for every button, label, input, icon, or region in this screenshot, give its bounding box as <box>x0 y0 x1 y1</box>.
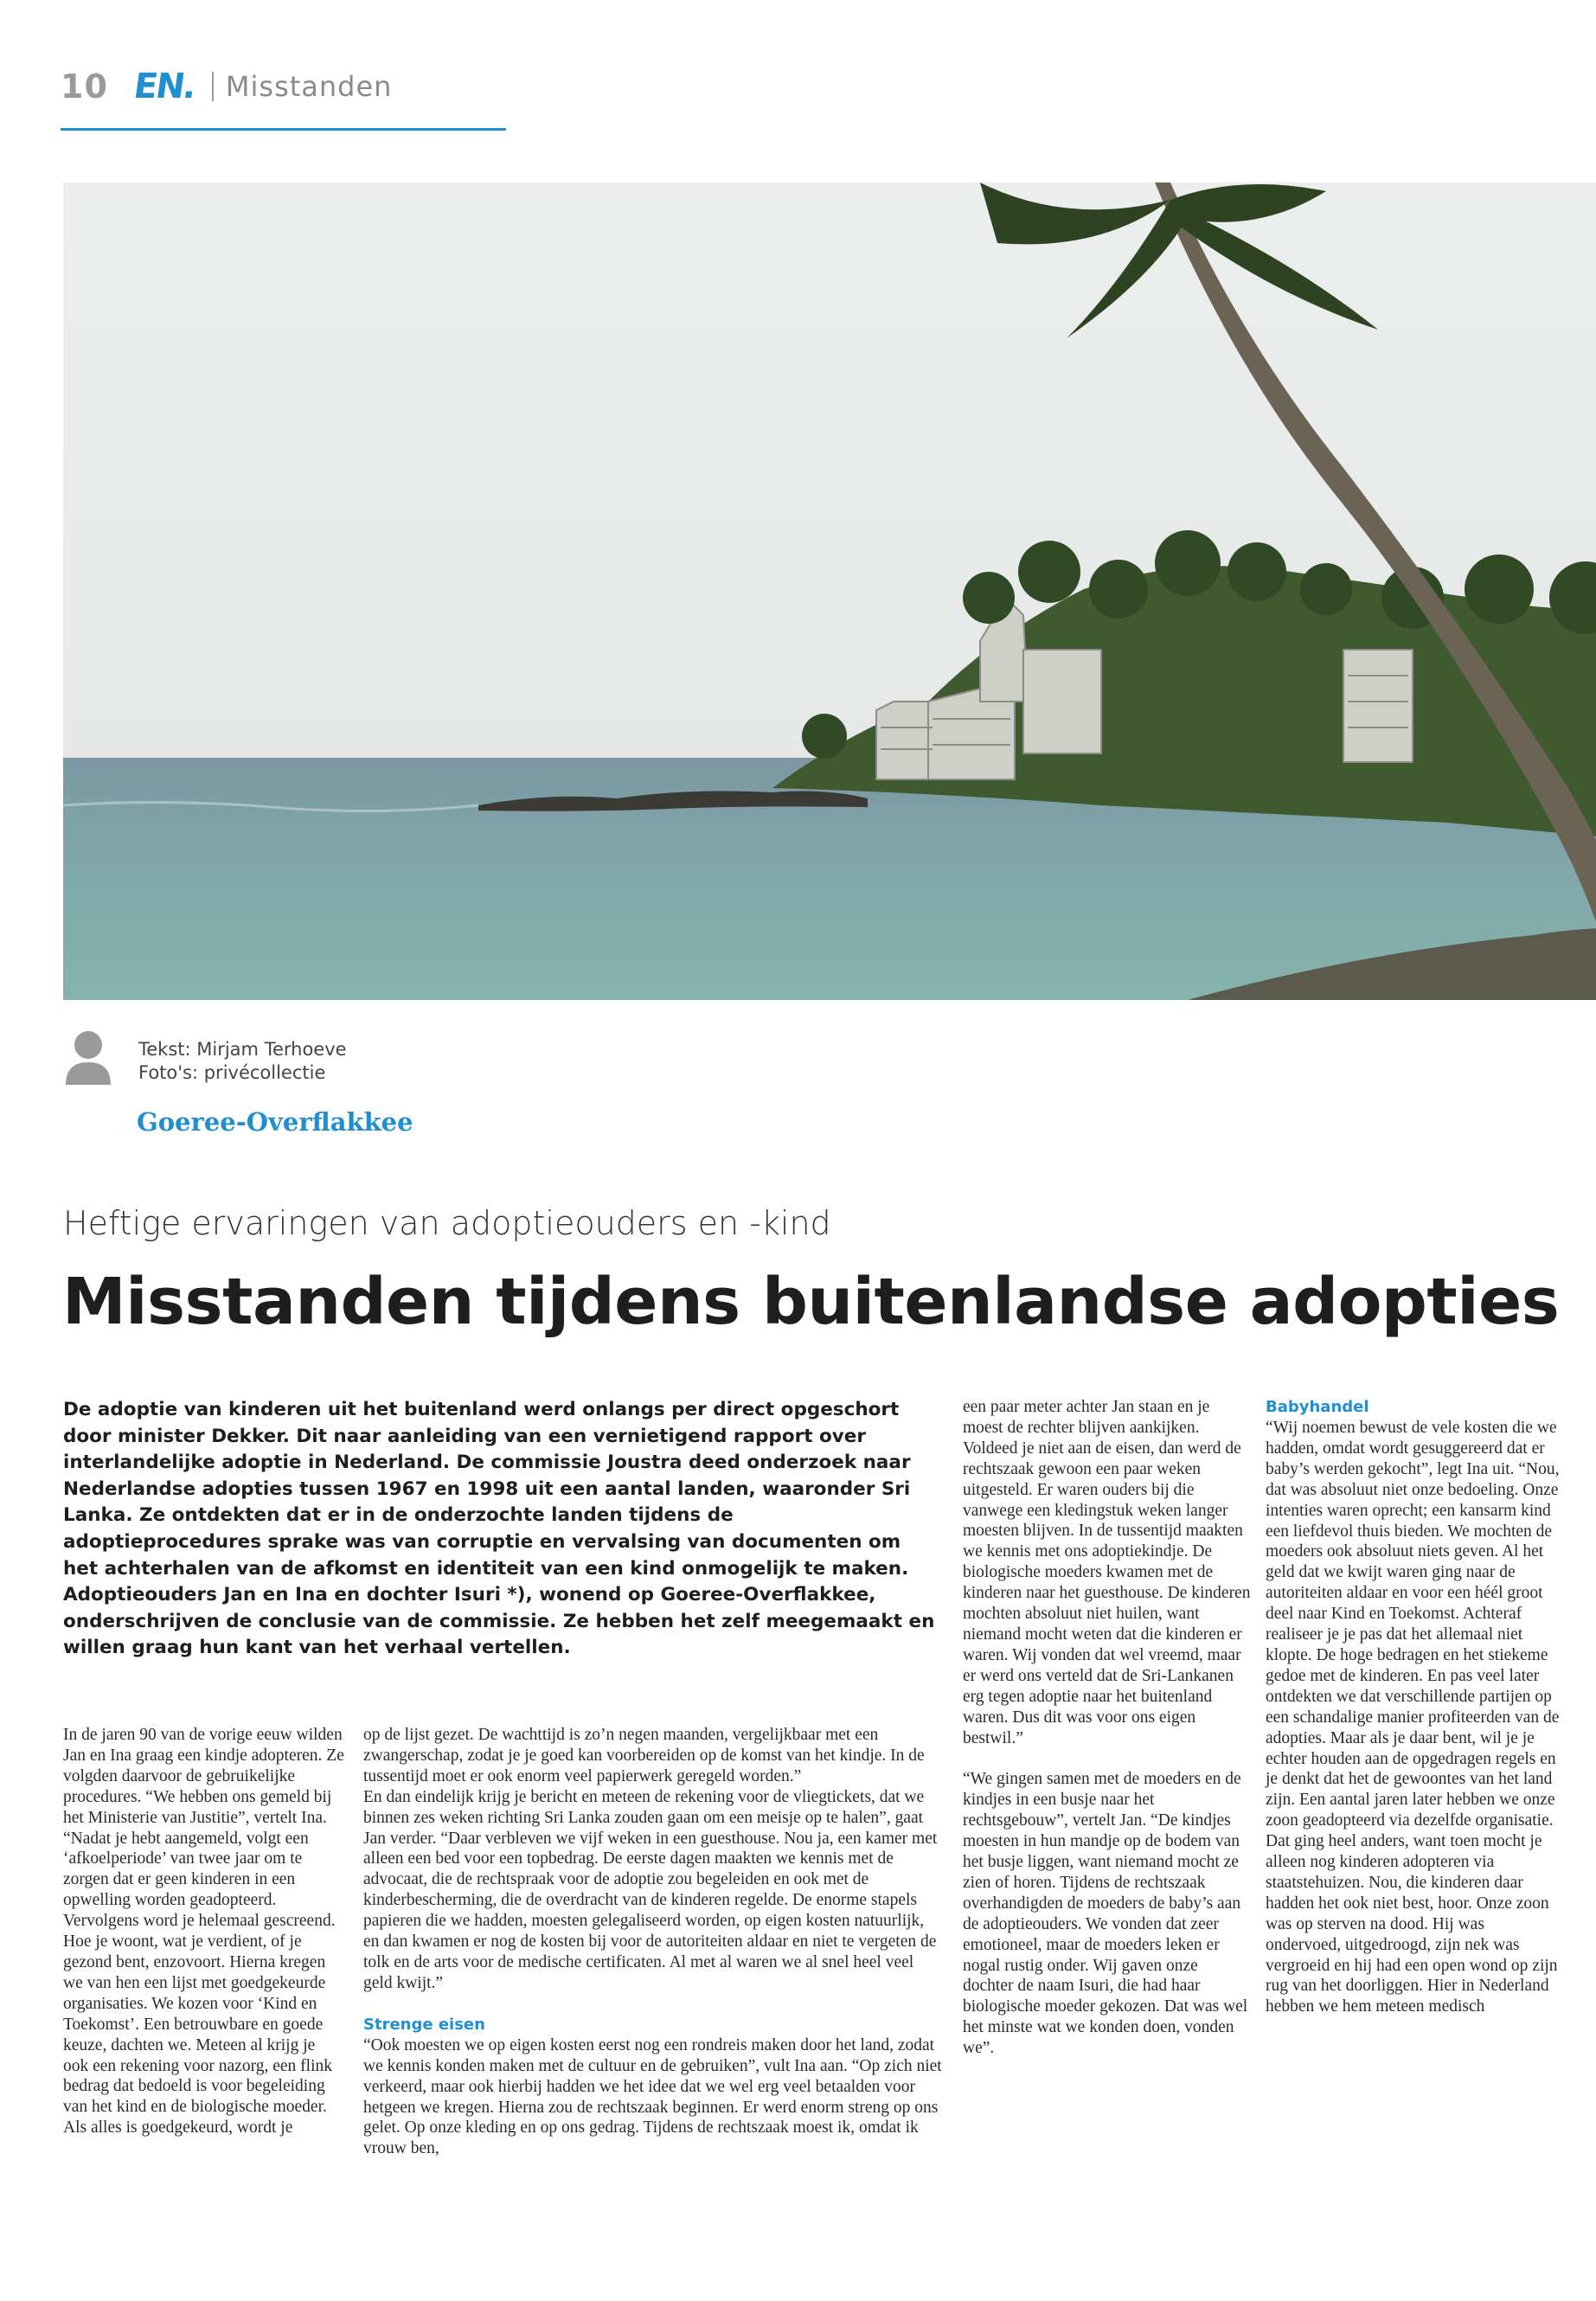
header-divider <box>212 72 214 101</box>
newspaper-logo: EN. <box>131 67 198 106</box>
location-label: Goeree-Overflakkee <box>137 1107 413 1137</box>
byline-photos: Foto's: privécollectie <box>138 1062 326 1083</box>
page-header <box>61 64 392 109</box>
byline <box>138 1038 347 1085</box>
subheading: Babyhandel <box>1266 1398 1369 1416</box>
person-silhouette-icon <box>62 1028 114 1085</box>
paragraph: op de lijst gezet. De wachttijd is zo’n negen maanden, vergelijkbaar met een zwangerschap, zodat je je goed kan voorbereiden op de komst van het kindje. In de tussentijd moet er ook enorm veel papierwerk geregeld worden.” <box>363 1726 925 1785</box>
paragraph: een paar meter achter Jan staan en je moest de rechter blijven aankijken. Voldeed je niet aan de eisen, dan werd de rechtszaak gewoon een paar weken uitgesteld. Er waren ouders bij die vanwege een kledingstuk weken langer moesten blijven. In de tussentijd maakten we kennis met ons adoptiekindje. De biologische moeders kwamen met de kinderen naar het guesthouse. De kinderen mochten absoluut niet huilen, want niemand mocht weten dat die kinderen er waren. Wij vonden dat wel vreemd, maar er werd ons verteld dat de Sri-Lankanen erg tegen adoptie naar het buitenland waren. Dus dit was voor ons eigen bestwil.” <box>963 1398 1251 1747</box>
body-column-2 <box>363 1725 943 2159</box>
paragraph: “We gingen samen met de moeders en de kindjes in een busje naar het rechtsgebouw”, vertelt Jan. “De kindjes moesten in hun mandje op de bodem van het busje liggen, want niemand mocht ze zien of horen. Tijdens de rechtszaak overhandigden de moeders de baby’s aan de adoptieouders. We vonden dat zeer emotioneel, maar de moeders leken er nogal rustig onder. Wij gaven onze dochter de naam Isuri, die had haar biologische moeder gekozen. Dat was wel het minste wat we konden doen, vonden we”. <box>963 1770 1248 2058</box>
article-headline: Misstanden tijdens buitenlandse adopties <box>62 1265 1560 1339</box>
paragraph: In de jaren 90 van de vorige eeuw wilden Jan en Ina graag een kindje adopteren. Ze volgden daarvoor de gebruikelijke procedures. “We hebben ons gemeld bij het Ministerie van Justitie”, vertelt Ina. “Nadat je hebt aangemeld, volgt een ‘afkoelperiode’ van twee jaar om te zorgen dat er geen kinderen in een opwelling worden geadopteerd. Vervolgens word je helemaal gescreend. Hoe je woont, wat je verdient, of je gezond bent, enzovoort. Hierna kregen we van hen een lijst met goedgekeurde organisaties. We kozen voor ‘Kind en Toekomst’. Een betrouwbare en goede keuze, dachten we. Meteen al krijg je ook een rekening voor nazorg, een flink bedrag dat bedoeld is voor begeleiding van het kind en de biologische moeder. Als alles is goedgekeurd, wordt je <box>63 1726 344 2138</box>
article-subtitle: Heftige ervaringen van adoptieouders en -kind <box>63 1204 831 1242</box>
header-rule <box>61 128 506 131</box>
section-name: Misstanden <box>225 70 393 103</box>
body-column-1 <box>63 1725 344 2138</box>
paragraph: En dan eindelijk krijg je bericht en meteen de rekening voor de vliegtickets, dat we binnen zes weken richting Sri Lanka zouden gaan om een meisje op te halen”, gaat Jan verder. “Daar verbleven we vijf weken in een guesthouse. Nou ja, een kamer met alleen een bed voor een topbedrag. De eerste dagen maakten we kennis met de advocaat, die de rechtspraak voor de adoptie zou begeleiden en ook met de kinderbescherming, die de overdracht van de kinderen regelde. De enorme stapels papieren die we hadden, moesten gelegaliseerd worden, op eigen kosten natuurlijk, en dan kwamen er nog de kosten bij voor de autoriteiten aldaar en niet te vergeten de tolk en de arts voor de medische certificaten. Al met al waren we al snel heel veel geld kwijt.” <box>363 1787 938 1992</box>
paragraph: “Ook moesten we op eigen kosten eerst nog een rondreis maken door het land, zodat we kennis konden maken met de cultuur en de gebruiken”, vult Ina aan. “Op zich niet verkeerd, maar ook hierbij hadden we het idee dat we wel erg veel betaalden voor hetgeen we kregen. Hierna zou de rechtszaak beginnen. Er werd enorm streng op ons gelet. Op onze kleding en op ons gedrag. Tijdens de rechtszaak moest ik, omdat ik vrouw ben, <box>363 2035 942 2158</box>
byline-text: Tekst: Mirjam Terhoeve <box>138 1039 347 1060</box>
paragraph: “Wij noemen bewust de vele kosten die we hadden, omdat wordt gesuggereerd dat er baby’s werden gekocht”, legt Ina uit. “Nou, dat was absoluut niet onze bedoeling. Onze intenties waren oprecht; een kansarm kind een liefdevol thuis bieden. We mochten de moeders ook absoluut niets geven. Al het geld dat we kwijt waren ging naar de autoriteiten aldaar en voor een héél groot deel naar Kind en Toekomst. Achteraf realiseer je je pas dat het allemaal niet klopte. De hoge bedragen en het stiekeme gedoe met de kinderen. En pas veel later ontdekten we dat verschillende partijen op een schandalige manier profiteerden van de adopties. Maar als je daar bent, wil je je echter houden aan de opgedragen regels en je denkt dat het de gewoontes van het land zijn. Een aantal jaren later hebben we onze zoon geadopteerd via dezelfde organisatie. Dat ging heel anders, want toen mocht je alleen nog kinderen adopteren via staatstehuizen. Nou, die kinderen daar hadden het ook niet best, hoor. Onze zoon was op sterven na dood. Hij was ondervoed, uitgedroogd, zijn nek was vergroeid en hij had een open wond op zijn rug van het doorliggen. Hier in Nederland hebben we hem meteen medisch <box>1266 1419 1560 2016</box>
page-number: 10 <box>61 67 108 106</box>
subheading: Strenge eisen <box>363 2015 485 2034</box>
article-photo <box>63 183 1596 1000</box>
body-column-3 <box>963 1397 1252 2059</box>
article-intro: De adoptie van kinderen uit het buitenland werd onlangs per direct opgeschort door minister Dekker. Dit naar aanleiding van een vernietigend rapport over interlandelijke adoptie in Nederland. De commissie Joustra deed onderzoek naar Nederlandse adopties tussen 1967 en 1998 uit een aantal landen, waaronder Sri Lanka. Ze ontdekten dat er in de onderzochte landen tijdens de adoptieprocedures sprake was van corruptie en vervalsing van documenten om het achterhalen van de afkomst en identiteit van een kind onmogelijk te maken. Adoptieouders Jan en Ina en dochter Isuri *), wonend op Goeree-Overflakkee, onderschrijven de conclusie van de commissie. Ze hebben het zelf meegemaakt en willen graag hun kant van het verhaal vertellen. <box>63 1399 935 1659</box>
body-column-4 <box>1266 1397 1560 2017</box>
